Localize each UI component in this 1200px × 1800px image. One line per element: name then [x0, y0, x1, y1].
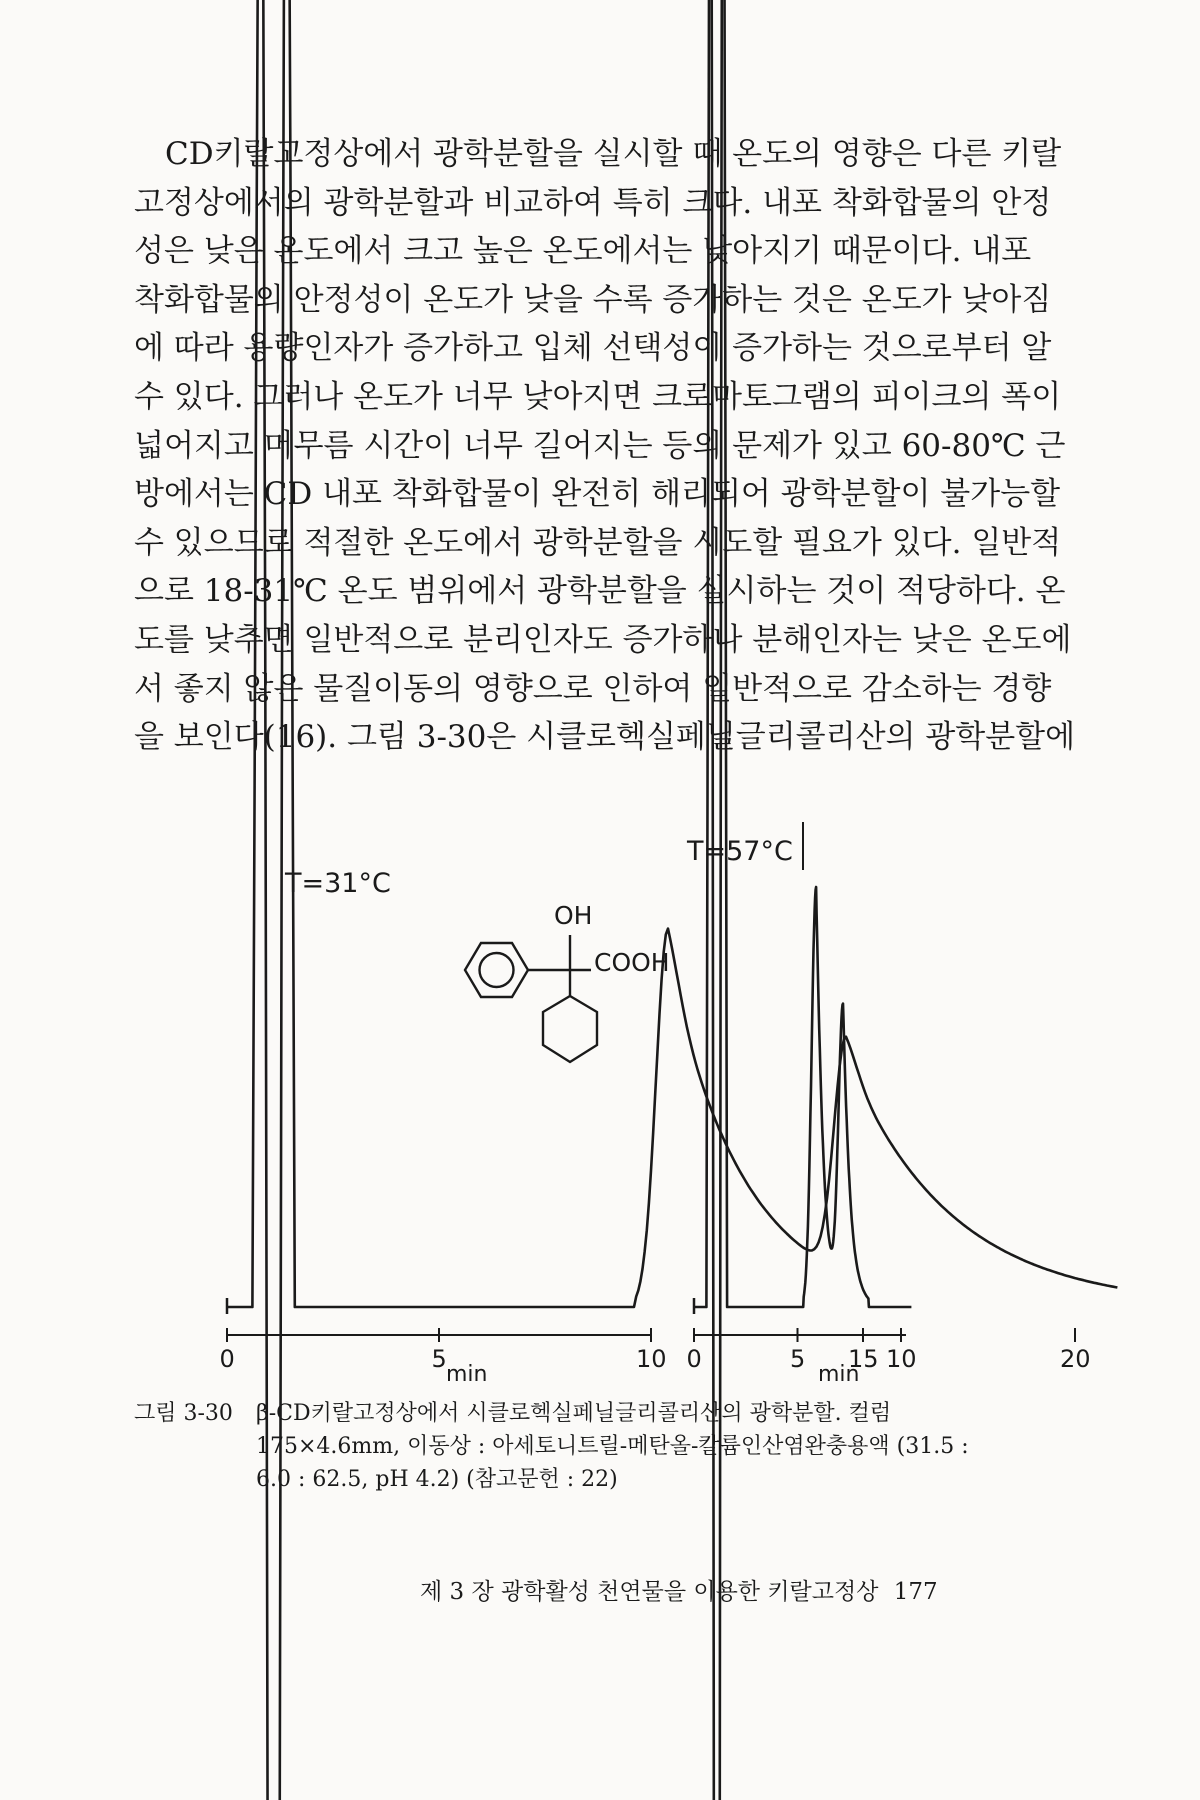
trace-right: [694, 0, 911, 1800]
x-tick-label: 5: [431, 1345, 447, 1373]
text-line: 을 보인다(16). 그림 3-30은 시클로헥실페닐글리콜리산의 광학분할에: [134, 719, 1076, 756]
x-tick-label: 15: [848, 1345, 879, 1373]
text-line: 고정상에서의 광학분할과 비교하여 특히 크다. 내포 착화합물의 안정: [134, 184, 1052, 221]
oh-group-label: OH: [554, 901, 593, 930]
text-line: 에 따라 용량인자가 증가하고 입체 선택성이 증가하는 것으로부터 알: [134, 330, 1052, 367]
x-unit-left: min: [446, 1362, 488, 1387]
chromatogram-left: [227, 0, 1117, 1800]
caption-line: 6.0 : 62.5, pH 4.2) (참고문헌 : 22): [256, 1467, 618, 1492]
text-line: 수 있다. 그러나 온도가 너무 낮아지면 크로마토그램의 피이크의 폭이: [134, 378, 1062, 415]
text-line: 착화합물의 안정성이 온도가 낮을 수록 증가하는 것은 온도가 낮아짐: [134, 281, 1052, 318]
text-line: 넓어지고 머무름 시간이 너무 길어지는 등의 문제가 있고 60-80℃ 근: [134, 427, 1066, 464]
cyclohexane-ring: [543, 996, 597, 1062]
page-footer: [420, 1573, 938, 1606]
x-tick-label: 0: [686, 1345, 702, 1373]
aromatic-circle: [480, 953, 514, 987]
x-tick-label: 20: [1060, 1345, 1091, 1373]
text-line: 방에서는 CD 내포 착화합물이 완전히 해리되어 광학분할이 불가능할: [134, 476, 1061, 513]
x-tick-label: 5: [790, 1345, 806, 1373]
chemical-structure: [465, 935, 597, 1062]
text-line: 수 있으므로 적절한 온도에서 광학분할을 시도할 필요가 있다. 일반적: [134, 524, 1062, 561]
cooh-group-label: COOH: [594, 948, 670, 977]
caption-line: 175×4.6mm, 이동상 : 아세토니트릴-메탄올-칼륨인산염완충용액 (31.5 :: [256, 1434, 969, 1459]
text-line: 도를 낮추면 일반적으로 분리인자도 증가하나 분해인자는 낮은 온도에: [134, 621, 1072, 658]
temperature-label-right: T=57°C: [687, 836, 793, 867]
x-tick-label: 10: [636, 1345, 667, 1373]
figure-number: 그림 3-30: [134, 1401, 233, 1426]
benzene-ring: [465, 943, 528, 997]
x-tick-label: 0: [219, 1345, 235, 1373]
caption-text: [256, 1397, 1016, 1496]
temperature-label-left: T=31°C: [285, 868, 391, 899]
page-number: 177: [893, 1579, 938, 1605]
text-line: 성은 낮은 온도에서 크고 높은 온도에서는 낮아지기 때문이다. 내포: [134, 233, 1032, 270]
text-line: 으로 18-31℃ 온도 범위에서 광학분할을 실시하는 것이 적당하다. 온: [134, 573, 1066, 610]
x-unit-right: min: [818, 1362, 860, 1387]
x-tick-label: 10: [886, 1345, 917, 1373]
text-line: CD키랄고정상에서 광학분할을 실시할 때 온도의 영향은 다른 키랄: [134, 136, 1062, 172]
chromatogram-right: [694, 0, 911, 1800]
running-head: 제 3 장 광학활성 천연물을 이용한 키랄고정상: [420, 1579, 879, 1605]
caption-line: β-CD키랄고정상에서 시클로헥실페닐글리콜리산의 광학분할. 컬럼: [256, 1401, 892, 1426]
trace-left: [227, 0, 1117, 1800]
text-line: 서 좋지 않은 물질이동의 영향으로 인하여 일반적으로 감소하는 경향: [134, 670, 1052, 707]
